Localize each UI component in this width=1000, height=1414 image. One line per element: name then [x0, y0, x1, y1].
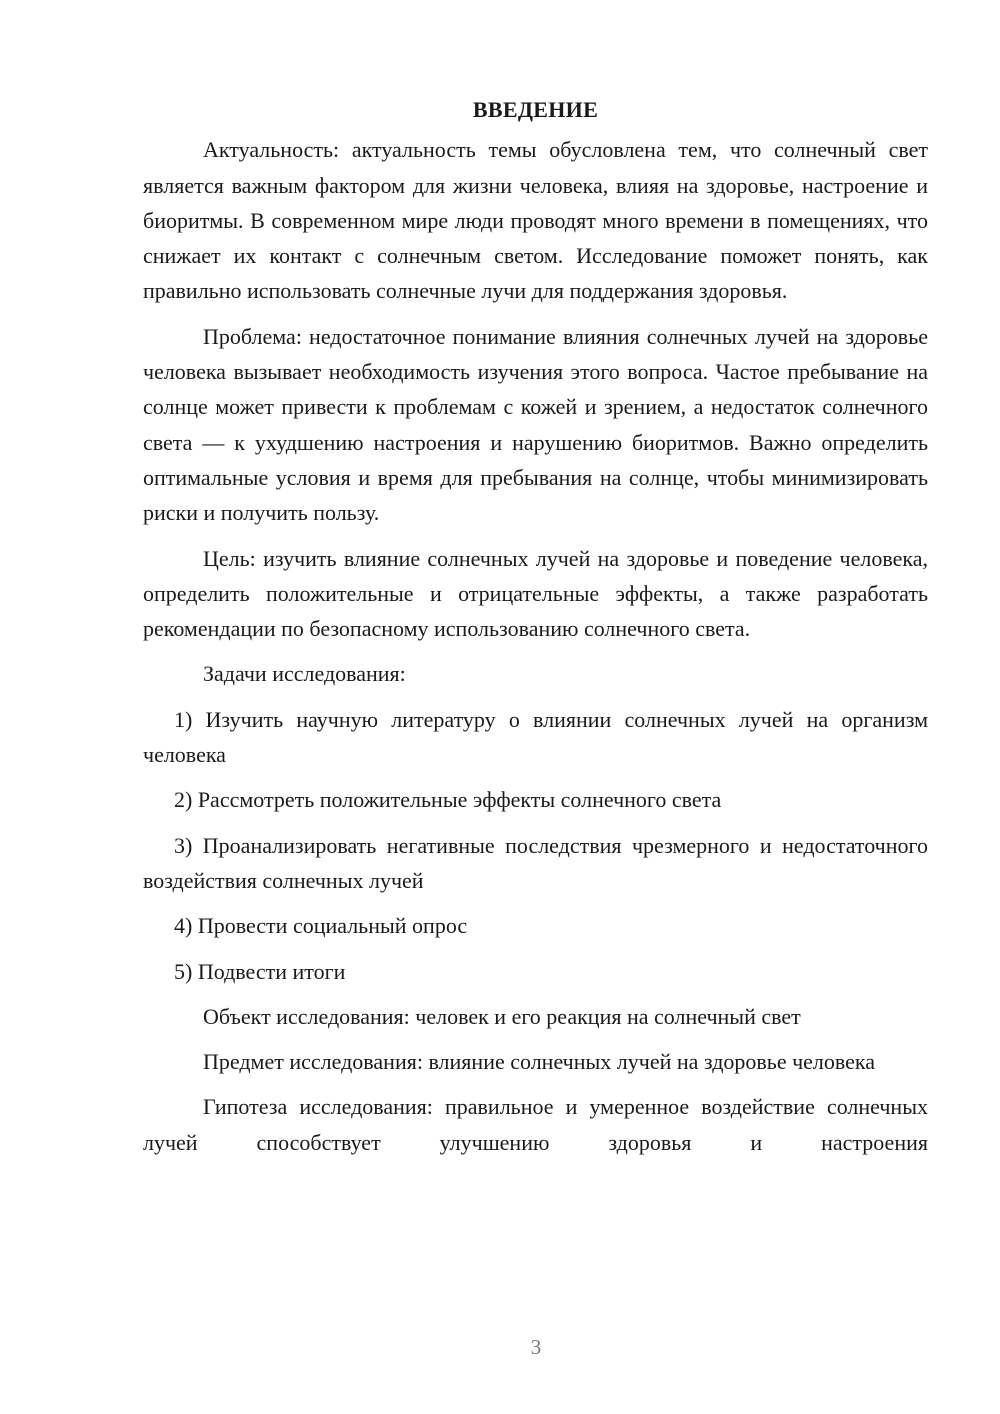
- paragraph-object: Объект исследования: человек и его реакция на солнечный свет: [203, 1003, 801, 1029]
- section-title: ВВЕДЕНИЕ: [472, 97, 599, 122]
- paragraph-problem: Проблема: недостаточное понимание влияния солнечных лучей на здоровье человека вызывает необходимость изучения этого вопроса. Частое пребывание на солнце может привести к проблемам с кожей и зрением, а недостаток солнечного света — к ухудшению настроения и нарушению биоритмов. Важно определить оптимальные условия и время для пребывания на солнце, чтобы минимизировать риски и получить пользу.: [143, 323, 928, 526]
- task-item: 3) Проанализировать негативные последствия чрезмерного и недостаточного воздействия солнечных лучей: [143, 832, 928, 893]
- paragraph-hypothesis: Гипотеза исследования: правильное и умеренное воздействие солнечных лучей способствует улучшению здоровья и настроения: [143, 1094, 928, 1155]
- page-number: 3: [530, 1335, 542, 1359]
- task-item: 1) Изучить научную литературу о влиянии солнечных лучей на организм человека: [143, 706, 928, 768]
- paragraph-relevance: Актуальность: актуальность темы обусловлена тем, что солнечный свет является важным фактором для жизни человека, влияя на здоровье, настроение и биоритмы. В современном мире люди проводят много времени в помещениях, что снижает их контакт с солнечным светом. Исследование поможет понять, как правильно использовать солнечные лучи для поддержания здоровья.: [143, 137, 928, 304]
- paragraph-goal: Цель: изучить влияние солнечных лучей на здоровье и поведение человека, определить положительные и отрицательные эффекты, а также разработать рекомендации по безопасному использованию солнечного света.: [143, 545, 928, 642]
- paragraph-subject: Предмет исследования: влияние солнечных лучей на здоровье человека: [203, 1049, 876, 1075]
- task-item: 5) Подвести итоги: [174, 958, 346, 984]
- page-content: [143, 92, 928, 1170]
- paragraph-tasks-heading: Задачи исследования:: [203, 661, 406, 687]
- task-item: 4) Провести социальный опрос: [174, 913, 468, 939]
- task-item: 2) Рассмотреть положительные эффекты солнечного света: [174, 787, 722, 813]
